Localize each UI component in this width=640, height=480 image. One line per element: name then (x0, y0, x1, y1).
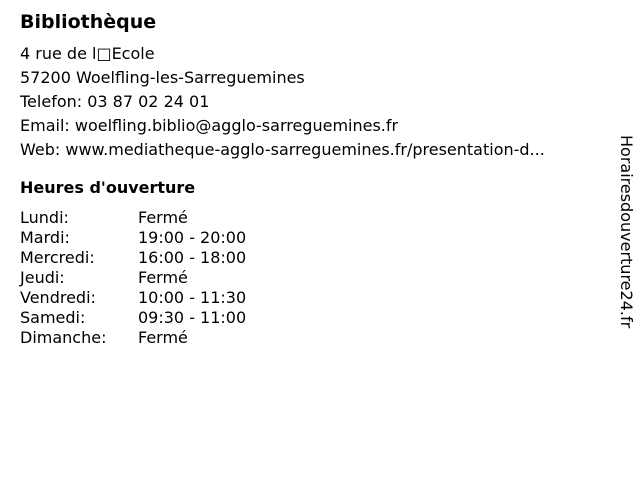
address-city: 57200 Woelfling-les-Sarreguemines (20, 68, 305, 87)
web-line: Web: www.mediatheque-agglo-sarreguemines.fr/presentation-d... (20, 140, 545, 159)
day-label: Mercredi: (20, 248, 95, 267)
day-label: Mardi: (20, 228, 70, 247)
library-title: Bibliothèque (20, 11, 157, 33)
address-street: 4 rue de l□Ecole (20, 44, 155, 63)
day-label: Lundi: (20, 208, 69, 227)
hours-row-jeudi (20, 268, 605, 288)
day-label: Jeudi: (20, 268, 65, 287)
hours-row-vendredi (20, 288, 605, 308)
time-value: 16:00 - 18:00 (138, 248, 247, 267)
contact-block (20, 42, 605, 162)
time-value: 09:30 - 11:00 (138, 308, 247, 327)
hours-table (20, 208, 605, 348)
hours-row-dimanche (20, 328, 605, 348)
email-line: Email: woelfling.biblio@agglo-sarreguemines.fr (20, 116, 399, 135)
library-card (20, 10, 605, 348)
hours-row-samedi (20, 308, 605, 328)
hours-row-lundi (20, 208, 605, 228)
time-value: 19:00 - 20:00 (138, 228, 247, 247)
site-brand-vertical: Horairesdouverture24.fr (617, 135, 636, 329)
time-value: 10:00 - 11:30 (138, 288, 247, 307)
day-label: Vendredi: (20, 288, 96, 307)
hours-row-mercredi (20, 248, 605, 268)
hours-heading: Heures d'ouverture (20, 178, 196, 197)
hours-row-mardi (20, 228, 605, 248)
phone-line: Telefon: 03 87 02 24 01 (20, 92, 210, 111)
time-value: Fermé (138, 268, 188, 287)
time-value: Fermé (138, 208, 188, 227)
day-label: Samedi: (20, 308, 86, 327)
time-value: Fermé (138, 328, 188, 347)
day-label: Dimanche: (20, 328, 107, 347)
